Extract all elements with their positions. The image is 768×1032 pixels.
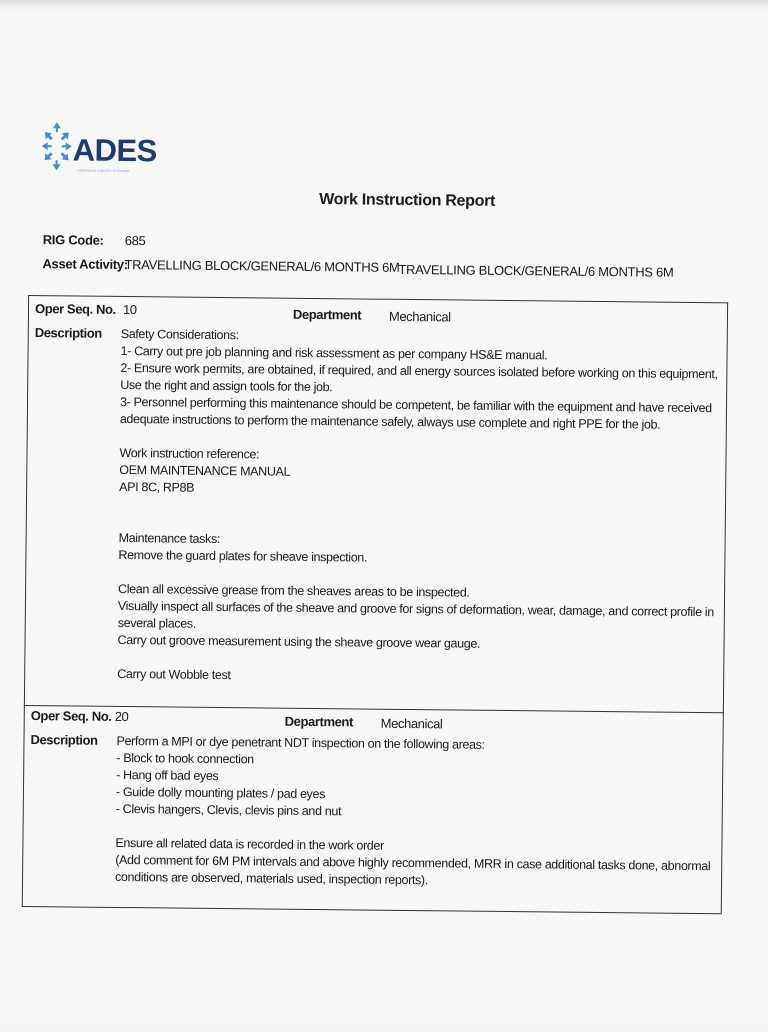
department-label: Department (284, 713, 354, 730)
description-label: Description (30, 732, 98, 748)
oper-seq-label: Oper Seq. No. (30, 708, 112, 724)
department-label: Department (292, 306, 362, 323)
operation-block-10 (24, 295, 728, 713)
ades-logo (39, 118, 158, 175)
operation-block-20 (22, 705, 724, 914)
department-value: Mechanical (380, 715, 443, 732)
oper-seq-value: 10 (122, 301, 137, 318)
ades-logo-icon (39, 120, 74, 172)
oper-seq-value: 20 (114, 708, 129, 725)
oper-seq-label: Oper Seq. No. (34, 301, 116, 317)
rig-code-label: RIG Code: (42, 232, 104, 248)
asset-activity-value: TRAVELLING BLOCK/GENERAL/6 MONTHS 6M (124, 256, 400, 275)
asset-activity-label: Asset Activity: (42, 256, 128, 273)
asset-activity-value-repeat: TRAVELLING BLOCK/GENERAL/6 MONTHS 6M (398, 261, 674, 280)
logo-wordmark: ADES (72, 132, 158, 169)
report-title: Work Instruction Report (319, 191, 496, 210)
logo-tagline: ADVANCED ENERGY SYSTEMS (77, 168, 130, 174)
rig-code-value: 685 (124, 232, 146, 249)
description-label: Description (34, 325, 102, 341)
description-text: Perform a MPI or dye penetrant NDT inspection on the following areas: - Block to hook connection - Hang off bad eyes - Guide dolly mounting plates / pad eyes - Clevis hangers, Clevis, clevis pins and nut Ensure all related data is recorded in the work order (Add comment for 6M PM intervals and above highly recommended, MRR in case additional tasks done, abnormal conditions are observed, materials used, inspection reports). (115, 733, 711, 888)
description-text: Safety Considerations: 1- Carry out pre job planning and risk assessment as per company HS&E manual. 2- Ensure work permits, are obtained, if required, and all energy sources isolated before working on this equipment, Use the right and assign tools for the job. 3- Personnel performing this maintenance should be competent, be familiar with the equipment and have received adequate instructions to perform the maintenance safely, always use complete and right PPE for the job. Work instruction reference: OEM MAINTENANCE MANUAL API 8C, RP8B Maintenance tasks: Remove the guard plates for sheave inspection. Clean all excessive grease from the sheaves areas to be inspected. Visually inspect all surfaces of the sheave and groove for signs of deformation, wear, damage, and correct profile in several places. Carry out groove measurement using the sheave groove wear gauge. Carry out Wobble test (117, 326, 718, 683)
department-value: Mechanical (388, 308, 451, 325)
